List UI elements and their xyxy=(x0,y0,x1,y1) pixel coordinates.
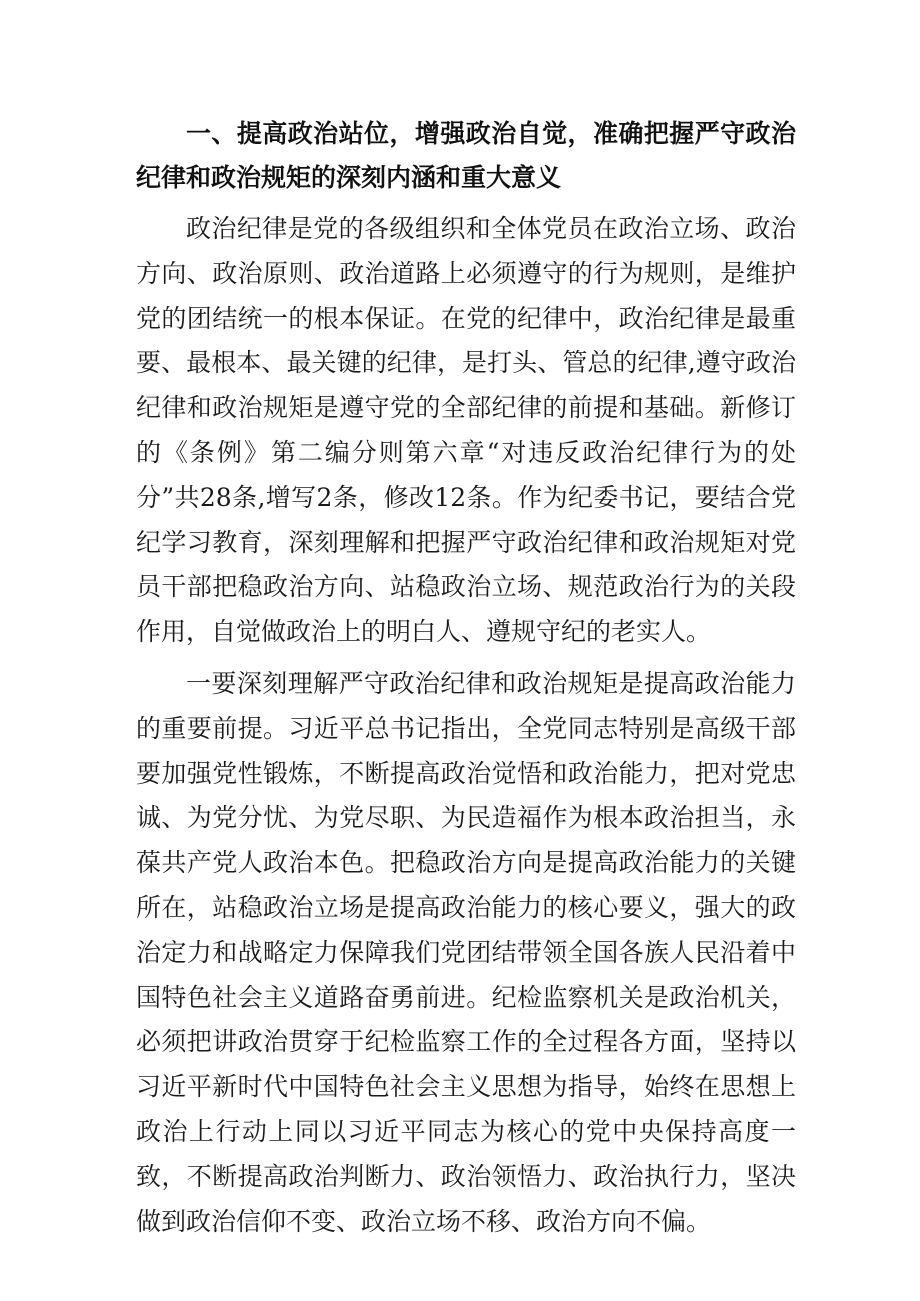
paragraph-political-capability: 一要深刻理解严守政治纪律和政治规矩是提高政治能力的重要前提。习近平总书记指出，全党同志特别是高级干部要加强党性锻炼，不断提高政治觉悟和政治能力，把对党忠诚、为党分忧、为党尽职、为民造福作为根本政治担当，永葆共产党人政治本色。把稳政治方向是提高政治能力的关键所在，站稳政治立场是提高政治能力的核心要义，强大的政治定力和战略定力保障我们党团结带领全国各族人民沿着中国特色社会主义道路奋勇前进。纪检监察机关是政治机关，必须把讲政治贯穿于纪检监察工作的全过程各方面，坚持以习近平新时代中国特色社会主义思想为指导，始终在思想上政治上行动上同以习近平同志为核心的党中央保持高度一致，不断提高政治判断力、政治领悟力、政治执行力，坚决做到政治信仰不变、政治立场不移、政治方向不偏。 xyxy=(136,669,796,1236)
paragraph-political-discipline: 政治纪律是党的各级组织和全体党员在政治立场、政治方向、政治原则、政治道路上必须遵守的行为规则，是维护党的团结统一的根本保证。在党的纪律中，政治纪律是最重要、最根本、最关键的纪律，是打头、管总的纪律,遵守政治纪律和政治规矩是遵守党的全部纪律的前提和基础。新修订的《条例》第二编分则第六章“对违反政治纪律行为的处分”共28条,增写2条，修改12条。作为纪委书记，要结合党纪学习教育，深刻理解和把握严守政治纪律和政治规矩对党员干部把稳政治方向、站稳政治立场、规范政治行为的关段作用，自觉做政治上的明白人、遵规守纪的老实人。 xyxy=(136,214,796,647)
section-heading: 一、提高政治站位，增强政治自觉，准确把握严守政治纪律和政治规矩的深刻内涵和重大意义 xyxy=(136,119,796,192)
